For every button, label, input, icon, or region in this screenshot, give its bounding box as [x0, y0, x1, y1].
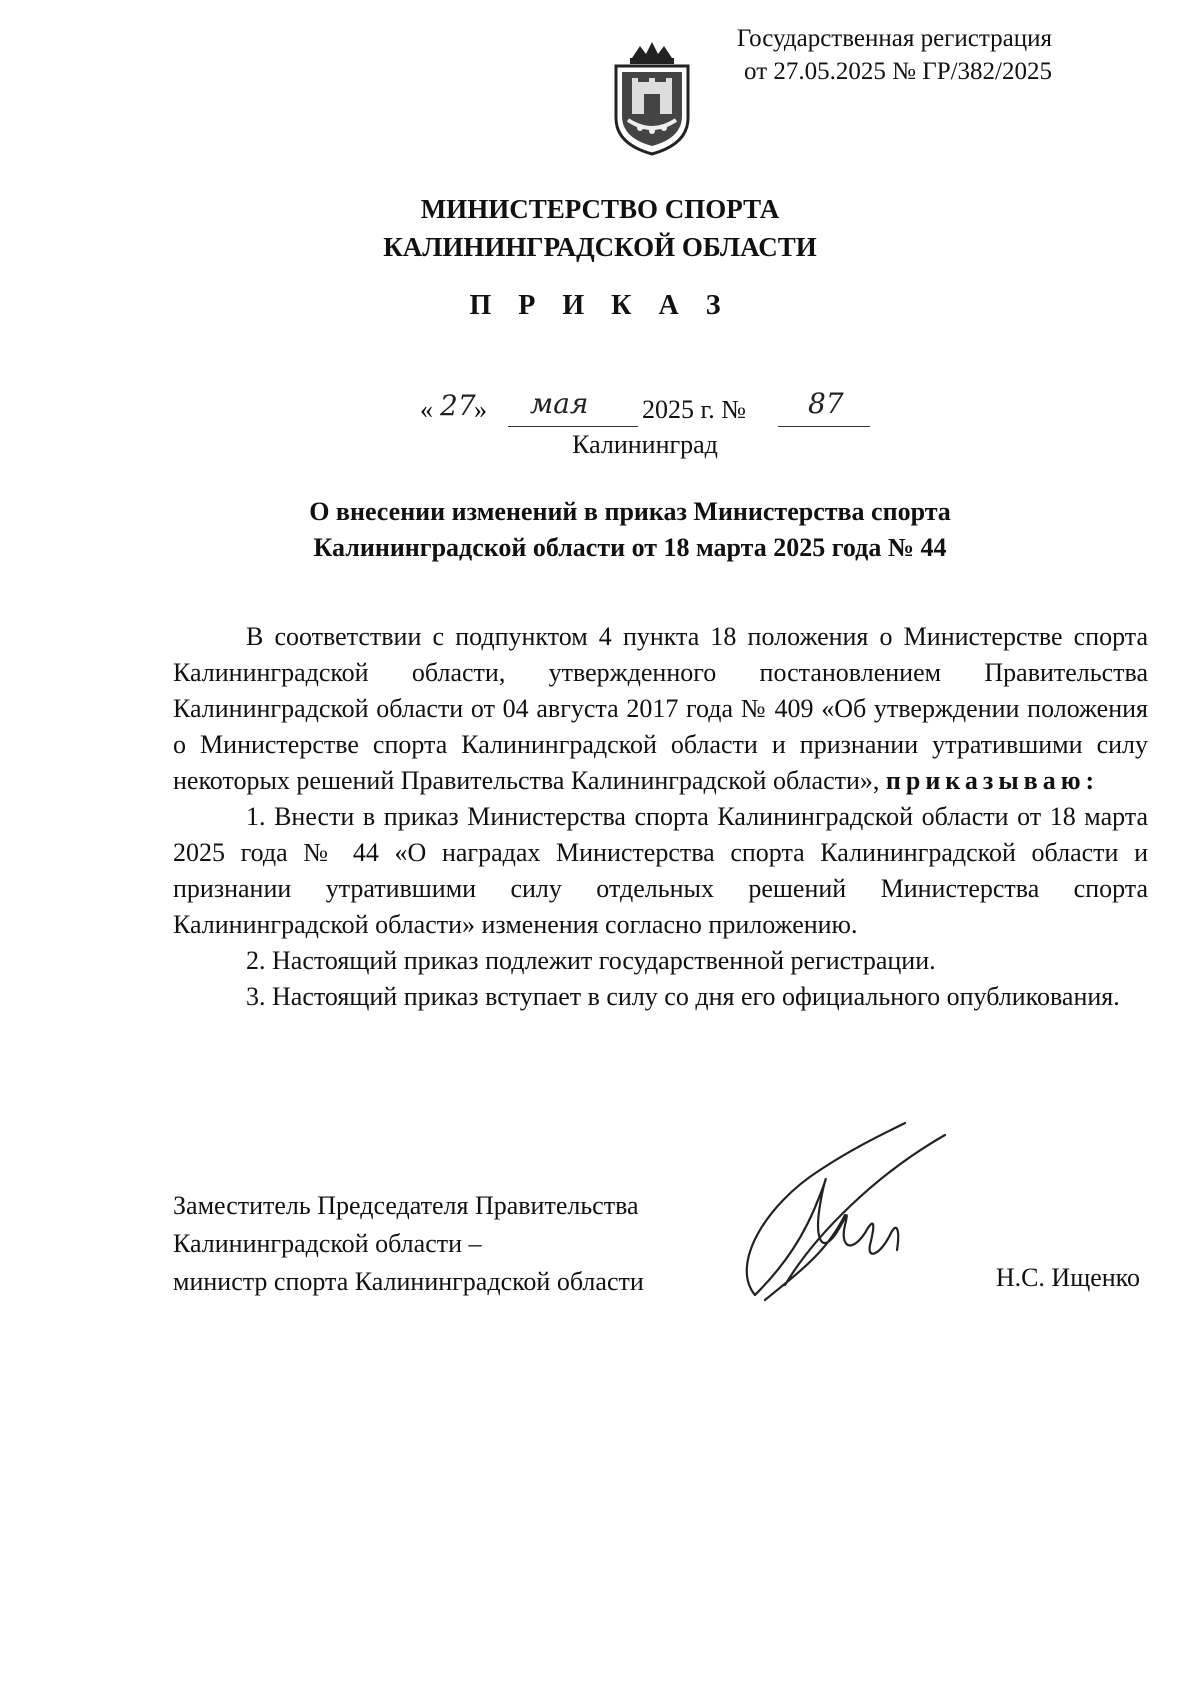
position-line-3: министр спорта Калининградской области [173, 1267, 644, 1296]
order-item-3: 3. Настоящий приказ вступает в силу со дня его официального опубликования. [246, 982, 1120, 1011]
ministry-line-1: МИНИСТЕРСТВО СПОРТА [420, 194, 780, 224]
subject-line-2: Калининградской области от 18 марта 2025 года № 44 [313, 533, 947, 562]
quote-close: » [474, 395, 487, 424]
number-underline [778, 426, 870, 427]
month-underline [508, 426, 638, 427]
ministry-name [0, 190, 1200, 266]
city: Калининград [572, 430, 718, 459]
signer-position [173, 1187, 644, 1301]
handwritten-day: 27 [440, 389, 476, 422]
position-line-2: Калининградской области – [173, 1229, 482, 1258]
subject-line-1: О внесении изменений в приказ Министерства спорта [309, 497, 951, 526]
order-body [173, 619, 1148, 1015]
date-line [420, 387, 910, 435]
order-item-1: 1. Внести в приказ Министерства спорта Калининградской области от 18 марта 2025 года № 44 «О наградах Министерства спорта Калининградской области и признании утратившими силу отдельных решений Министерства спорта Калининградской области» изменения согласно приложению. [173, 802, 1148, 939]
quote-open: « [420, 395, 433, 424]
registration-line-1: Государственная регистрация [736, 25, 1052, 52]
year-and-number-label: 2025 г. № [642, 395, 747, 424]
handwritten-month: мая [530, 387, 589, 420]
document-type: П Р И К А З [469, 290, 731, 321]
kaliningrad-coat-of-arms-icon [610, 40, 694, 156]
position-line-1: Заместитель Председателя Правительства [173, 1191, 639, 1220]
preamble-text: В соответствии с подпунктом 4 пункта 18 положения о Министерстве спорта Калининградской области, утвержденного постановлением Правительства Калининградской области от 04 августа 2017 года № 409 «Об утверждении положения о Министерстве спорта Калининградской области и признании утратившими силу некоторых решений Правительства Калининградской области», [173, 622, 1148, 795]
order-subject [0, 494, 1200, 566]
signer-name: Н.С. Ищенко [995, 1263, 1140, 1292]
ministry-line-2: КАЛИНИНГРАДСКОЙ ОБЛАСТИ [383, 232, 817, 262]
registration-line-2: от 27.05.2025 № ГР/382/2025 [744, 58, 1052, 85]
preamble-paragraph [173, 619, 1148, 799]
state-registration-stamp [737, 22, 1052, 88]
handwritten-number: 87 [808, 387, 844, 420]
handwritten-signature-icon [725, 1115, 955, 1310]
order-item-2: 2. Настоящий приказ подлежит государственной регистрации. [246, 946, 936, 975]
order-word: приказываю: [885, 766, 1100, 795]
